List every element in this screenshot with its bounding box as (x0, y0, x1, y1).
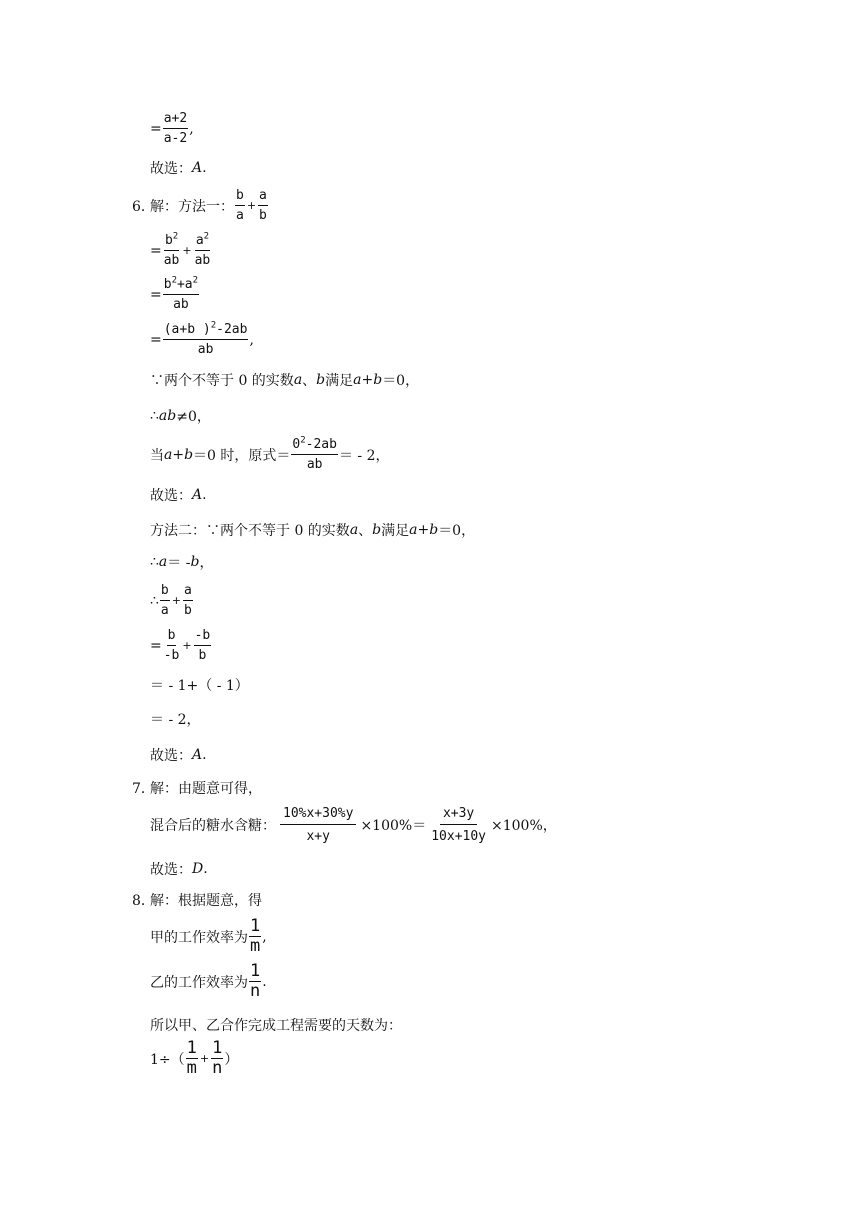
term: +a (176, 277, 193, 292)
variable: b (316, 372, 326, 388)
base: a (195, 233, 204, 248)
numerator: b (235, 187, 245, 206)
text: 满足 (325, 373, 354, 389)
days-expression (150, 1040, 238, 1077)
text: ， (199, 555, 214, 571)
numerator: b (167, 627, 177, 646)
therefore-symbol: ∴ (150, 408, 159, 424)
period: . (202, 747, 207, 763)
numerator: 1 (186, 1038, 197, 1058)
text: 、 (302, 373, 317, 389)
denominator: x+y (306, 829, 330, 844)
fraction (235, 187, 245, 224)
answer-choice: A (192, 487, 203, 503)
numerator: a (183, 582, 193, 601)
numerator: 10%x+30%y (280, 805, 356, 825)
plus-sign: + (199, 1052, 210, 1065)
term: -2ab (216, 322, 248, 337)
comma: , (189, 120, 194, 137)
question-number-6: 6． (132, 199, 155, 215)
answer-label: 故选： (150, 862, 192, 878)
answer-choice: A (192, 747, 203, 763)
answer-choice: D (192, 861, 204, 877)
period: . (262, 973, 267, 990)
numerator (164, 232, 179, 251)
denominator: ab (194, 253, 211, 268)
denominator: ab (163, 253, 180, 268)
answer-label: 故选： (150, 161, 192, 177)
text: ≠0， (176, 409, 211, 425)
text: ＝0， (438, 523, 476, 539)
equals-sign: = (150, 286, 162, 303)
denominator: b (183, 603, 192, 618)
denominator: -b (163, 648, 180, 663)
answer-label: 故选： (150, 488, 192, 504)
fraction (163, 321, 249, 358)
equals-sign: = (150, 637, 162, 654)
text: ＝0 时，原式＝ (193, 447, 291, 464)
plus-sign: + (171, 594, 181, 607)
result-line: ＝ - 1+（ - 1） (150, 678, 249, 694)
exponent: 2 (171, 275, 177, 286)
fraction (258, 187, 268, 224)
numerator (195, 232, 210, 251)
text: ） (224, 1051, 239, 1068)
period: . (202, 160, 207, 176)
variable: ab (158, 408, 177, 424)
comma: , (262, 928, 267, 945)
plus-sign: + (246, 199, 257, 212)
text: 甲的工作效率为 (150, 929, 248, 946)
denominator: m (250, 936, 261, 956)
fraction (194, 627, 212, 664)
fraction (183, 582, 193, 619)
numerator (291, 436, 338, 455)
therefore-symbol: ∴ (150, 554, 159, 570)
exponent: 2 (300, 435, 306, 446)
exponent: 2 (203, 231, 210, 242)
text: 当 (150, 447, 164, 464)
fraction (430, 805, 487, 845)
s6-m2-substitute (150, 627, 212, 664)
term: (a+b ) (163, 322, 211, 337)
variable: a (158, 554, 168, 570)
fraction (163, 276, 199, 313)
text: ＝0， (382, 373, 420, 389)
denominator: a (160, 603, 169, 618)
answer-line (150, 158, 207, 178)
denominator: m (186, 1058, 197, 1078)
method-one-label: 解：方法一： (150, 198, 234, 215)
numerator: x+3y (440, 805, 477, 825)
numerator: 1 (212, 1038, 223, 1058)
variable: a (349, 522, 359, 538)
variable: b (190, 554, 200, 570)
s6-step-3 (150, 276, 200, 313)
fraction (249, 918, 261, 955)
when-line (150, 436, 390, 473)
equals-sign: = (150, 331, 162, 348)
denominator: ab (306, 457, 323, 472)
answer-line (150, 745, 207, 765)
text: 混合后的糖水含糖： (150, 818, 276, 834)
base: b (164, 233, 173, 248)
text: ×100%＝ (360, 818, 427, 834)
mix-line (150, 805, 557, 845)
text: 乙的工作效率为 (150, 974, 248, 991)
text: 方法二：∵两个不等于 0 的实数 (150, 523, 350, 539)
variable: a+b (164, 446, 194, 463)
denominator: ab (197, 342, 214, 357)
denominator: n (212, 1058, 223, 1078)
numerator: a (258, 187, 268, 206)
variable: b (372, 522, 382, 538)
answer-choice: A (192, 160, 203, 176)
numerator: b (160, 582, 170, 601)
numerator: a+2 (163, 110, 188, 129)
s6-heading (150, 187, 269, 224)
numerator: -b (194, 627, 212, 646)
text: 满足 (381, 523, 410, 539)
fraction (249, 963, 261, 1000)
denominator: a (236, 208, 244, 223)
text: ＝ - (167, 555, 191, 571)
term: -2ab (305, 437, 337, 452)
numerator (163, 276, 199, 295)
plus-sign: + (182, 639, 192, 652)
question-number-8: 8． (132, 893, 155, 909)
numerator: 1 (250, 961, 261, 981)
fraction (186, 1040, 198, 1077)
efficiency-jia (150, 918, 267, 955)
text: ∵两个不等于 0 的实数 (150, 373, 294, 389)
denominator: a-2 (163, 131, 188, 146)
term: b (163, 277, 172, 292)
denominator: b (259, 208, 267, 223)
exponent: 2 (172, 231, 179, 242)
therefore-line (150, 552, 213, 572)
denominator: n (250, 981, 261, 1001)
denominator: b (198, 648, 207, 663)
s6-step-2 (150, 232, 212, 269)
base: 0 (292, 437, 301, 452)
answer-line (150, 859, 208, 879)
equation-line (150, 110, 194, 147)
exponent: 2 (210, 320, 217, 331)
because-line (150, 370, 419, 390)
method-two-line (150, 520, 475, 540)
answer-line (150, 485, 207, 505)
therefore-symbol: ∴ (150, 592, 159, 609)
fraction (194, 232, 212, 269)
denominator: ab (173, 297, 189, 312)
period: . (202, 487, 207, 503)
variable: a+b (353, 372, 383, 388)
plus-sign: + (182, 244, 192, 257)
text: 、 (358, 523, 373, 539)
s8-heading: 解：根据题意，得 (150, 893, 262, 909)
exponent: 2 (192, 275, 199, 286)
s6-m2-expression (150, 582, 194, 619)
variable: a (293, 372, 303, 388)
answer-label: 故选： (150, 748, 192, 764)
numerator: 1 (250, 916, 261, 936)
fraction (163, 110, 188, 147)
fraction (291, 436, 338, 473)
equals-sign: = (150, 242, 162, 259)
result-line: ＝ - 2， (150, 712, 201, 728)
fraction (211, 1040, 223, 1077)
s7-heading: 解：由题意可得， (150, 781, 262, 797)
s6-step-4 (150, 321, 254, 358)
so-line: 所以甲、乙合作完成工程需要的天数为： (150, 1018, 402, 1034)
question-number-7: 7． (132, 781, 155, 797)
variable: a+b (409, 522, 439, 538)
therefore-line (150, 406, 211, 426)
fraction (163, 232, 181, 269)
efficiency-yi (150, 963, 267, 1000)
numerator (163, 321, 249, 340)
fraction (160, 582, 170, 619)
text: 1÷（ (150, 1051, 185, 1068)
period: . (203, 861, 208, 877)
comma: , (249, 331, 254, 348)
equals-sign: = (150, 120, 162, 137)
fraction (280, 805, 356, 845)
fraction (163, 627, 181, 664)
text: ＝ - 2， (338, 447, 390, 464)
text: ×100%， (491, 818, 557, 834)
denominator: 10x+10y (431, 829, 487, 844)
